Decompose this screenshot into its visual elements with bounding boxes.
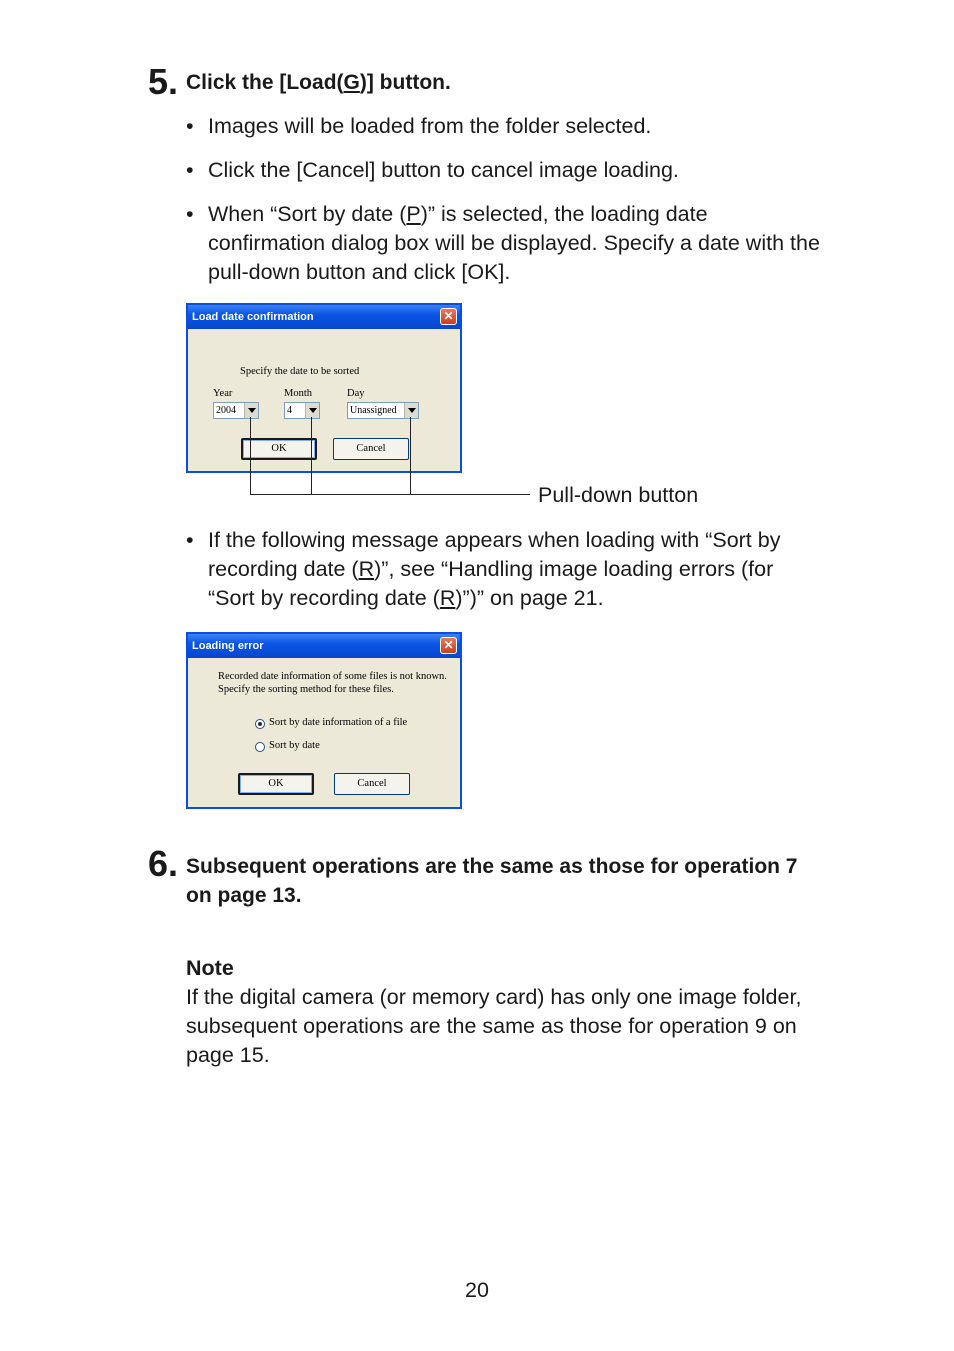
- month-label: Month: [284, 388, 313, 399]
- day-select[interactable]: [347, 402, 419, 419]
- bullet-text-post: )”, see “Handling image loading errors (for: [374, 557, 774, 581]
- bullet-text-pre: recording date (: [208, 557, 359, 581]
- load-date-dialog: [186, 303, 462, 473]
- day-value: Unassigned: [350, 405, 397, 416]
- page-number: 20: [465, 1278, 489, 1302]
- callout-line-horizontal: [250, 494, 530, 495]
- chevron-down-icon[interactable]: [404, 403, 418, 418]
- bullet-text: Images will be loaded from the folder selected.: [208, 114, 652, 138]
- bullet-text-pre: When “Sort by date (: [208, 202, 407, 226]
- note-body: [186, 983, 801, 1070]
- bullet-text-key: R: [358, 557, 375, 581]
- callout-line-month: [311, 417, 312, 495]
- note-line3: page 15.: [186, 1043, 270, 1067]
- option-sort-by-file-date[interactable]: Sort by date information of a file: [269, 717, 408, 728]
- date-prompt: Specify the date to be sorted: [240, 366, 360, 377]
- step-5-heading-pre: Click the [Load(: [186, 71, 344, 94]
- bullet-text-post: )”)” on page 21.: [455, 586, 604, 610]
- step-6-heading: [186, 852, 797, 910]
- bullet-text: Click the [Cancel] button to cancel image loading.: [208, 158, 679, 182]
- step-5-heading: [186, 68, 451, 97]
- callout-line-year: [250, 417, 251, 495]
- month-select[interactable]: [284, 402, 320, 419]
- radio-sort-by-file-date[interactable]: [255, 719, 265, 729]
- dialog-titlebar: Load date confirmation: [188, 305, 460, 329]
- loading-error-dialog: [186, 632, 462, 809]
- month-value: 4: [287, 405, 292, 416]
- radio-sort-by-date[interactable]: [255, 742, 265, 752]
- cancel-button[interactable]: Cancel: [333, 438, 409, 460]
- callout-line-day: [410, 417, 411, 495]
- note-title: Note: [186, 956, 234, 980]
- ok-button[interactable]: OK: [238, 773, 314, 795]
- bullet-text-pre: “Sort by recording date (: [208, 586, 440, 610]
- step-5-heading-key: G: [343, 71, 360, 94]
- close-icon[interactable]: ✕: [440, 637, 457, 654]
- bullet-text-post: )” is selected, the loading date: [420, 202, 708, 226]
- bullet-text-line1: If the following message appears when loading with “Sort by: [208, 528, 781, 552]
- ok-button[interactable]: OK: [241, 438, 317, 460]
- bullet-cancel: • Click the [Cancel] button to cancel image loading.: [186, 158, 679, 182]
- bullet-sort-by-date: • When “Sort by date (P)” is selected, the loading date confirmation dialog box will be displayed. Specify a date with the pull-down button and click [OK].: [186, 202, 820, 284]
- option-sort-by-date[interactable]: Sort by date: [269, 740, 320, 751]
- error-message-line1: Recorded date information of some files is not known.: [218, 671, 447, 682]
- step-5-number: 5.: [148, 61, 179, 102]
- cancel-button[interactable]: Cancel: [334, 773, 410, 795]
- bullet-text-key: P: [406, 202, 421, 226]
- year-select[interactable]: [213, 402, 259, 419]
- close-icon[interactable]: ✕: [440, 308, 457, 325]
- bullet-text-key: R: [439, 586, 456, 610]
- note-line2: subsequent operations are the same as those for operation 9 on: [186, 1014, 797, 1038]
- note-line1: If the digital camera (or memory card) has only one image folder,: [186, 985, 802, 1009]
- error-message-line2: Specify the sorting method for these files.: [218, 684, 394, 695]
- pulldown-callout-label: Pull-down button: [538, 483, 699, 507]
- year-label: Year: [213, 388, 233, 399]
- chevron-down-icon[interactable]: [244, 403, 258, 418]
- step-6-heading-line2: on page 13.: [186, 884, 302, 907]
- year-value: 2004: [216, 405, 236, 416]
- step-5-heading-post: )] button.: [359, 71, 451, 94]
- step-6-number: 6.: [148, 843, 179, 884]
- bullet-load-folder: • Images will be loaded from the folder selected.: [186, 114, 652, 138]
- step-6-heading-line1: Subsequent operations are the same as those for operation 7: [186, 855, 798, 878]
- bullet-text-line3: pull-down button and click [OK].: [208, 260, 511, 284]
- chevron-down-icon[interactable]: [305, 403, 319, 418]
- dialog-titlebar: Loading error: [188, 634, 460, 658]
- bullet-text-line2: confirmation dialog box will be displayed. Specify a date with the: [208, 231, 820, 255]
- bullet-loading-error: • If the following message appears when loading with “Sort by recording date (R)”, see “Handling image loading errors (for “Sort by recording date (R)”)” on page 21.: [186, 528, 781, 610]
- day-label: Day: [347, 388, 365, 399]
